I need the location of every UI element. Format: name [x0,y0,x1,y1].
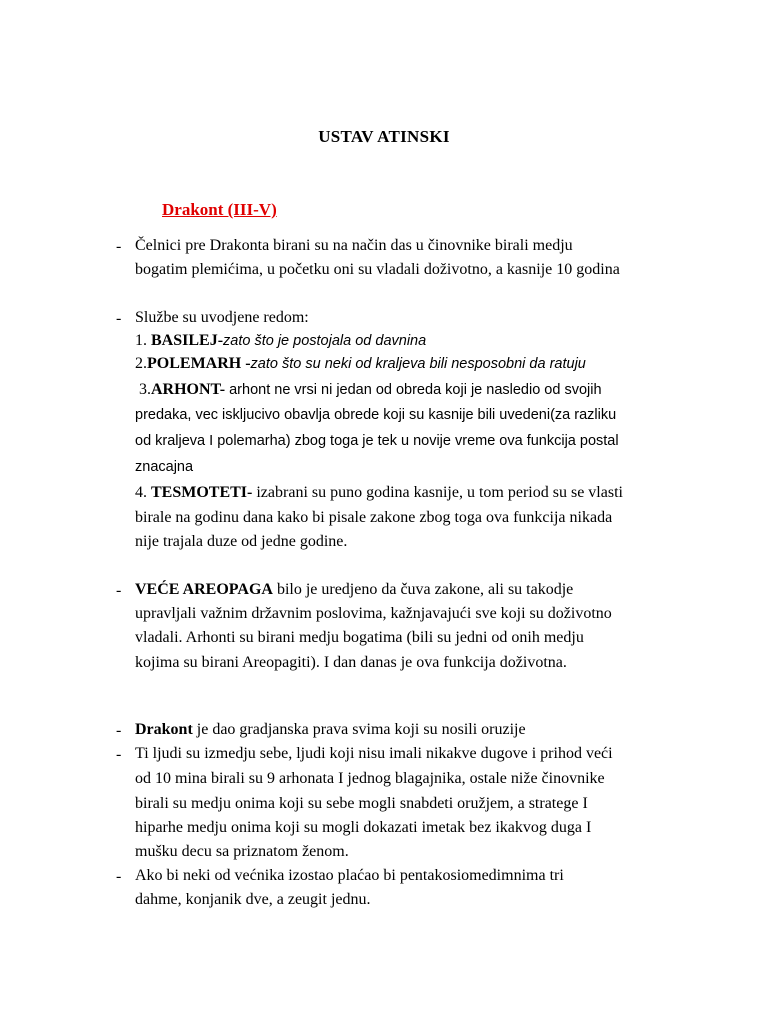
bullet-dash: - [116,746,122,763]
office-item-3-line-2: predaka, vec iskljucivo obavlja obrede koji su kasnije bili uvedeni(za razliku [135,407,617,423]
office-item-2 [135,356,586,372]
item-number: 1. [135,332,151,349]
section-heading: Drakont (III-V) [162,200,277,219]
paragraph-1-line-1: Čelnici pre Drakonta birani su na način das u činovnike birali medju [135,237,573,254]
office-reason: zato što su neki od kraljeva bili nesposobni da ratuju [250,356,586,372]
document-title: USTAV ATINSKI [318,127,450,146]
office-reason: zato što je postojala od davnina [223,333,427,349]
drakont-term: Drakont [135,721,193,738]
office-item-4-line-2: birale na godinu dana kako bi pisale zakone zbog toga ova funkcija nikada [135,509,613,526]
item-number: 4. [135,484,151,501]
paragraph-4-line-1 [135,722,526,738]
paragraph-3-text: bilo je uredjeno da čuva zakone, ali su takodje [272,581,574,598]
paragraph-3-line-2: upravljali važnim državnim poslovima, kažnjavajući sve koji su doživotno [135,605,612,622]
office-item-3-line-4: znacajna [135,459,194,475]
paragraph-1-line-2: bogatim plemićima, u početku oni su vladali doživotno, a kasnije 10 godina [135,261,620,278]
office-term: POLEMARH - [147,355,251,372]
bullet-dash: - [116,310,122,327]
paragraph-5-line-1: Ti ljudi su izmedju sebe, ljudi koji nisu imali nikakve dugove i prihod veći [135,745,613,762]
bullet-dash: - [116,238,122,255]
paragraph-3-line-1 [135,582,573,598]
paragraph-2-intro: Službe su uvodjene redom: [135,309,309,326]
office-item-4 [135,485,623,501]
bullet-dash: - [116,582,122,599]
paragraph-4-text: je dao gradjanska prava svima koji su nosili oruzije [192,721,526,738]
office-item-3-line-3: od kraljeva I polemarha) zbog toga je tek u novije vreme ova funkcija postal [135,433,619,449]
office-item-3 [139,382,602,398]
paragraph-5-line-5: mušku decu sa priznatom ženom. [135,843,349,860]
office-item-1 [135,333,426,349]
paragraph-3-line-3: vladali. Arhonti su birani medju bogatima (bili su jedni od onih medju [135,629,584,646]
paragraph-6-line-1: Ako bi neki od većnika izostao plaćao bi pentakosiomedimnima tri [135,867,564,884]
office-description: arhont ne vrsi ni jedan od obreda koji je nasledio od svojih [225,382,602,398]
paragraph-3-line-4: kojima su birani Areopagiti). I dan danas je ova funkcija doživotna. [135,654,567,671]
paragraph-5-line-4: hiparhe medju onima koji su mogli dokazati imetak bez ikakvog duga I [135,819,592,836]
office-term: ARHONT- [151,381,226,398]
areopag-term: VEĆE AREOPAGA [135,581,273,598]
bullet-dash: - [116,868,122,885]
item-number: 3. [139,381,151,398]
office-term: BASILEJ- [151,332,224,349]
item-number: 2. [135,355,147,372]
office-term: TESMOTETI- [151,484,253,501]
paragraph-5-line-3: birali su medju onima koji su sebe mogli snabdeti oružjem, a stratege I [135,795,588,812]
paragraph-5-line-2: od 10 mina birali su 9 arhonata I jednog blagajnika, ostale niže činovnike [135,770,605,787]
bullet-dash: - [116,722,122,739]
office-description: izabrani su puno godina kasnije, u tom period su se vlasti [252,484,623,501]
office-item-4-line-3: nije trajala duze od jedne godine. [135,533,348,550]
paragraph-6-line-2: dahme, konjanik dve, a zeugit jednu. [135,891,371,908]
